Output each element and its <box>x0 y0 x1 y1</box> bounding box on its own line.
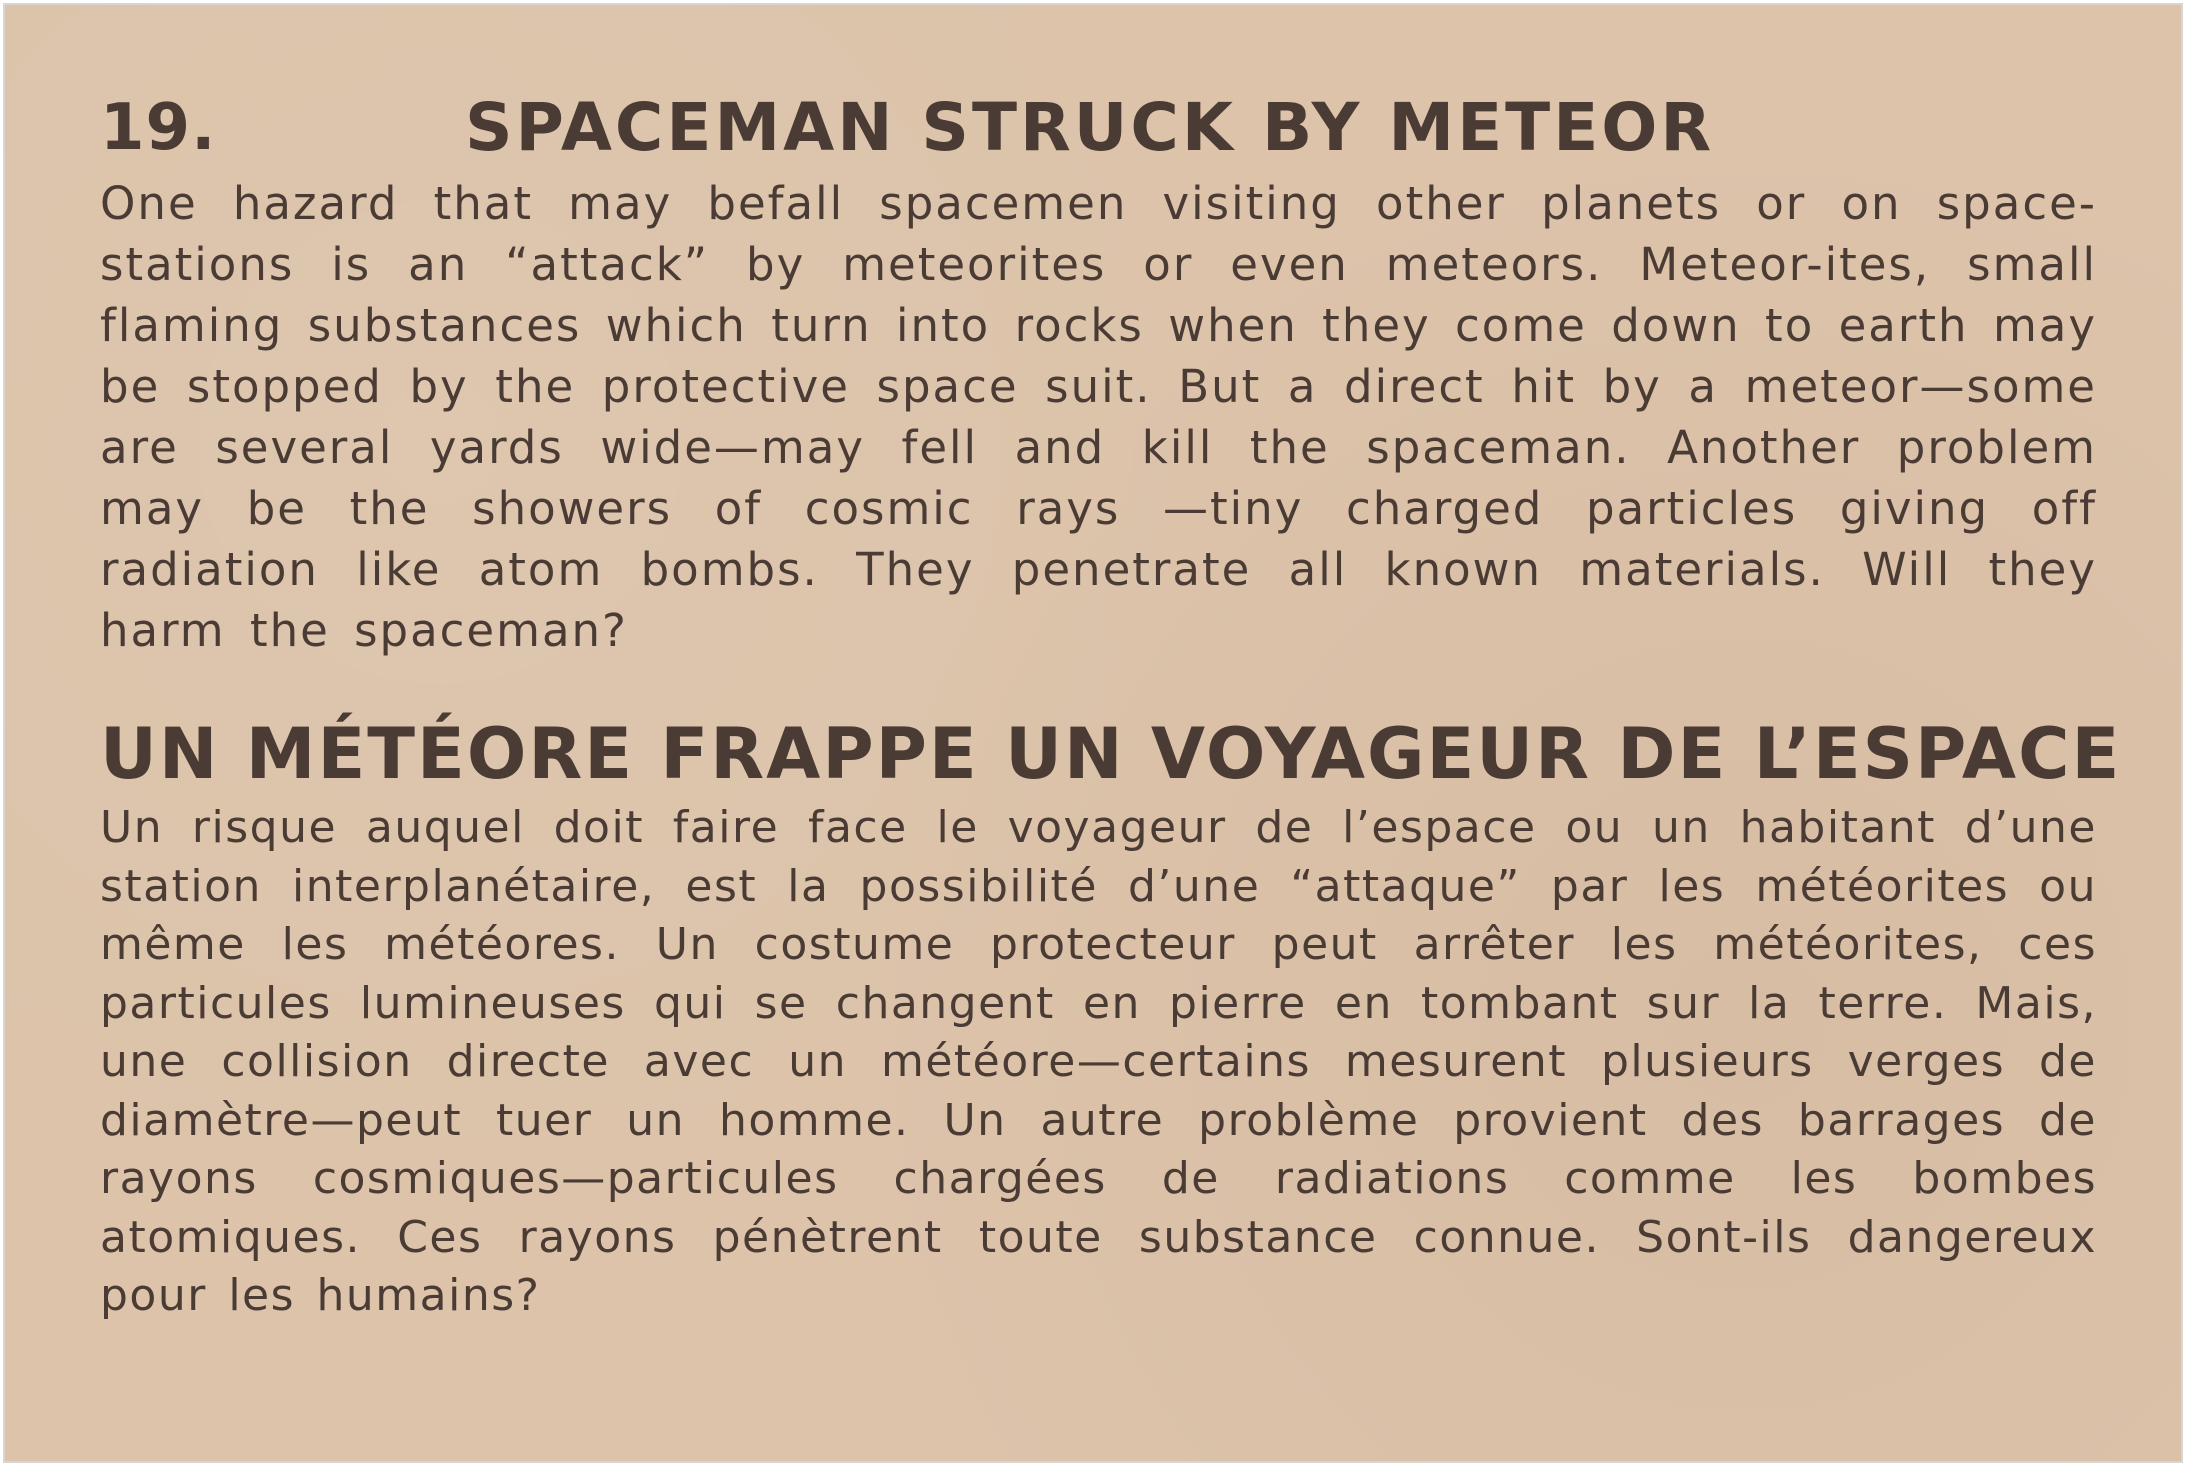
card-content <box>100 83 2122 1326</box>
french-description: Un risque auquel doit faire face le voyageur de l’espace ou un habitant d’une station interplanétaire, est la possibilité d’une “attaque” par les météorites ou même les météores. Un costume protecteur peut arrêter les météorites, ces particules lumineuses qui se changent en pierre en tombant sur la terre. Mais, une collision directe avec un météore—certains mesurent plusieurs verges de diamètre—peut tuer un homme. Un autre problème provient des barrages de rayons cosmiques—particules chargées de radiations comme les bombes atomiques. Ces rayons pénètrent toute substance connue. Sont-ils dangereux pour les humains? <box>100 802 2097 1321</box>
english-title-row <box>100 83 2097 173</box>
french-title: UN MÉTÉORE FRAPPE UN VOYAGEUR DE L’ESPACE <box>100 713 2122 795</box>
trading-card-back <box>3 3 2183 1463</box>
english-description: One hazard that may befall spacemen visiting other planets or on space-stations is an “attack” by meteorites or even meteors. Meteor-ites, small flaming substances which turn into rocks when they come down to earth may be stopped by the protective space suit. But a direct hit by a meteor—some are several yards wide—may fell and kill the spaceman. Another problem may be the showers of cosmic rays —tiny charged particles giving off radiation like atom bombs. They penetrate all known materials. Will they harm the spaceman? <box>100 177 2097 657</box>
card-number: 19. <box>100 91 217 165</box>
english-title: SPACEMAN STRUCK BY METEOR <box>465 89 1715 166</box>
